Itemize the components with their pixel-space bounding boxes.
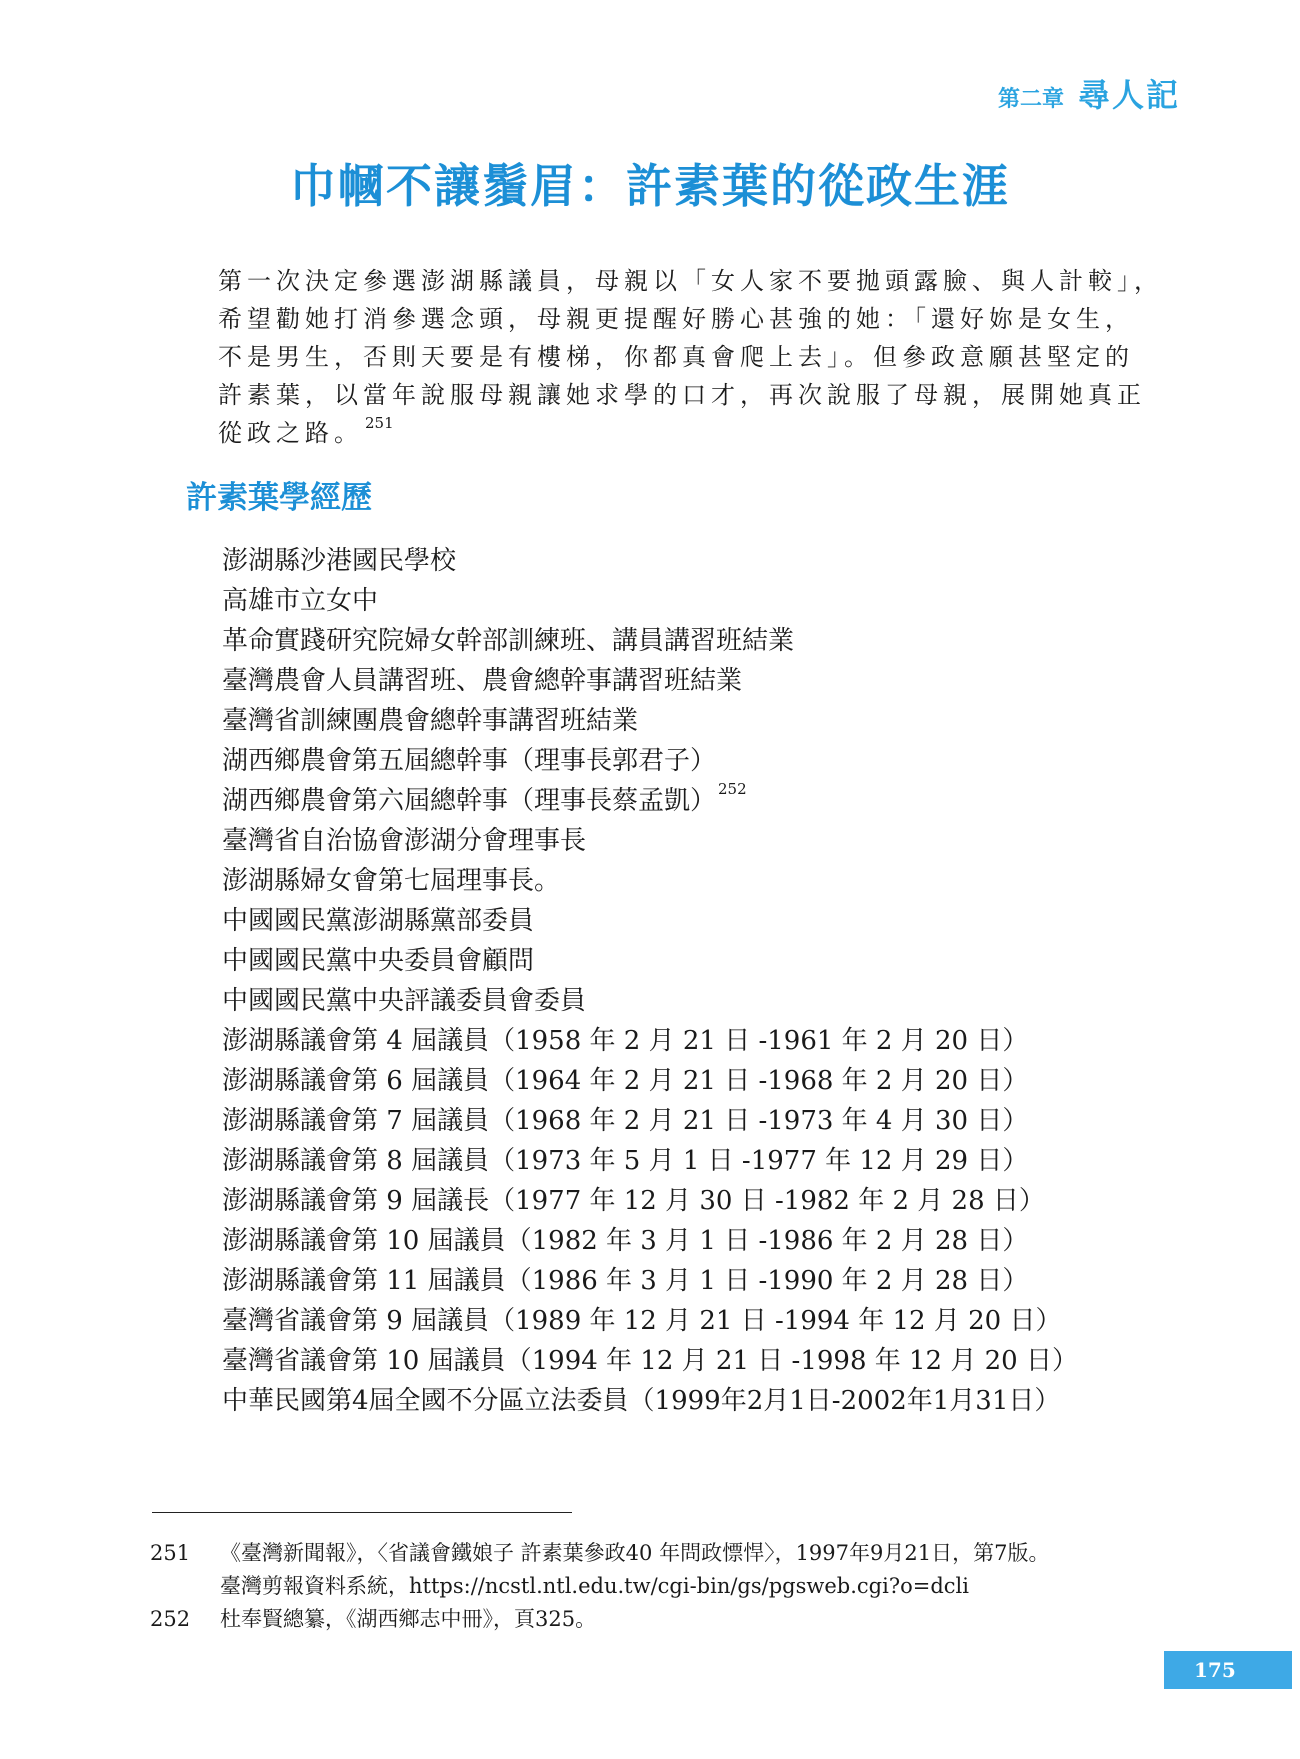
career-item: 中國國民黨中央委員會顧問 (222, 946, 535, 976)
career-item: 中華民國第4屆全國不分區立法委員（1999年2月1日-2002年1月31日） (222, 1386, 1061, 1416)
intro-line: 希望勸她打消參選念頭，母親更提醒好勝心甚強的她：「還好妳是女生， (218, 305, 1134, 333)
footnote-text: 臺灣剪報資料系統，https://ncstl.ntl.edu.tw/cgi-bin/gs/pgsweb.cgi?o=dcli (220, 1574, 969, 1598)
intro-line: 許素葉，以當年說服母親讓她求學的口才，再次說服了母親，展開她真正 (218, 381, 1146, 409)
intro-line: 從政之路。 (218, 419, 363, 447)
intro-line-last (218, 414, 1178, 452)
career-item: 澎湖縣議會第 6 屆議員（1964 年 2 月 21 日 -1968 年 2 月 20 日） (222, 1066, 1029, 1096)
chapter-name: 尋人記 (1077, 76, 1180, 114)
footnote-251 (150, 1537, 1190, 1603)
page-title: 巾幗不讓鬚眉：許素葉的從政生涯 (290, 159, 1010, 213)
career-item: 臺灣農會人員講習班、農會總幹事講習班結業 (222, 666, 743, 696)
chapter-number: 第二章 (997, 87, 1064, 112)
career-item: 澎湖縣議會第 8 屆議員（1973 年 5 月 1 日 -1977 年 12 月 29 日） (222, 1146, 1029, 1176)
career-item-with-note (222, 781, 1222, 821)
career-item: 澎湖縣沙港國民學校 (222, 546, 457, 576)
footnote-divider (152, 1512, 572, 1513)
intro-line: 不是男生，否則天要是有樓梯，你都真會爬上去」。但參政意願甚堅定的 (218, 343, 1134, 371)
career-item: 澎湖縣議會第 10 屆議員（1982 年 3 月 1 日 -1986 年 2 月 28 日） (222, 1226, 1029, 1256)
career-item: 澎湖縣議會第 7 屆議員（1968 年 2 月 21 日 -1973 年 4 月 30 日） (222, 1106, 1029, 1136)
footnote-number: 252 (150, 1607, 191, 1631)
career-item: 澎湖縣婦女會第七屆理事長。 (222, 866, 561, 896)
career-item: 澎湖縣議會第 11 屆議員（1986 年 3 月 1 日 -1990 年 2 月 28 日） (222, 1266, 1029, 1296)
career-item: 澎湖縣議會第 9 屆議長（1977 年 12 月 30 日 -1982 年 2 月 28 日） (222, 1186, 1045, 1216)
running-header (998, 70, 1180, 116)
footnote-text: 杜奉賢總纂，《湖西鄉志中冊》，頁325。 (220, 1607, 597, 1631)
intro-line: 第一次決定參選澎湖縣議員，母親以「女人家不要拋頭露臉、與人計較」， (218, 267, 1163, 295)
footnote-ref-251[interactable]: 251 (365, 414, 394, 432)
career-item: 澎湖縣議會第 4 屆議員（1958 年 2 月 21 日 -1961 年 2 月 20 日） (222, 1026, 1029, 1056)
footnotes (150, 1537, 1190, 1636)
career-item: 中國國民黨中央評議委員會委員 (222, 986, 587, 1016)
footnote-number: 251 (150, 1541, 191, 1565)
career-item: 中國國民黨澎湖縣黨部委員 (222, 906, 535, 936)
career-list (222, 541, 1222, 1421)
career-item: 高雄市立女中 (222, 586, 379, 616)
career-item: 臺灣省議會第 9 屆議員（1989 年 12 月 21 日 -1994 年 12 月 20 日） (222, 1306, 1062, 1336)
page-number: 175 (1164, 1651, 1292, 1689)
footnote-text: 《臺灣新聞報》，〈省議會鐵娘子 許素葉參政40 年問政慓悍〉，1997年9月21日，第7版。 (220, 1541, 1050, 1565)
career-item: 湖西鄉農會第六屆總幹事（理事長蔡孟凱） (222, 786, 717, 816)
footnote-252 (150, 1603, 1190, 1636)
career-item: 臺灣省訓練團農會總幹事講習班結業 (222, 706, 639, 736)
career-item: 臺灣省自治協會澎湖分會理事長 (222, 826, 587, 856)
intro-paragraph (218, 262, 1178, 452)
footnote-ref-252[interactable]: 252 (718, 780, 747, 798)
career-item: 臺灣省議會第 10 屆議員（1994 年 12 月 21 日 -1998 年 12 月 20 日） (222, 1346, 1078, 1376)
career-item: 革命實踐研究院婦女幹部訓練班、講員講習班結業 (222, 626, 795, 656)
career-item: 湖西鄉農會第五屆總幹事（理事長郭君子） (222, 746, 717, 776)
section-heading: 許素葉學經歷 (186, 480, 372, 516)
